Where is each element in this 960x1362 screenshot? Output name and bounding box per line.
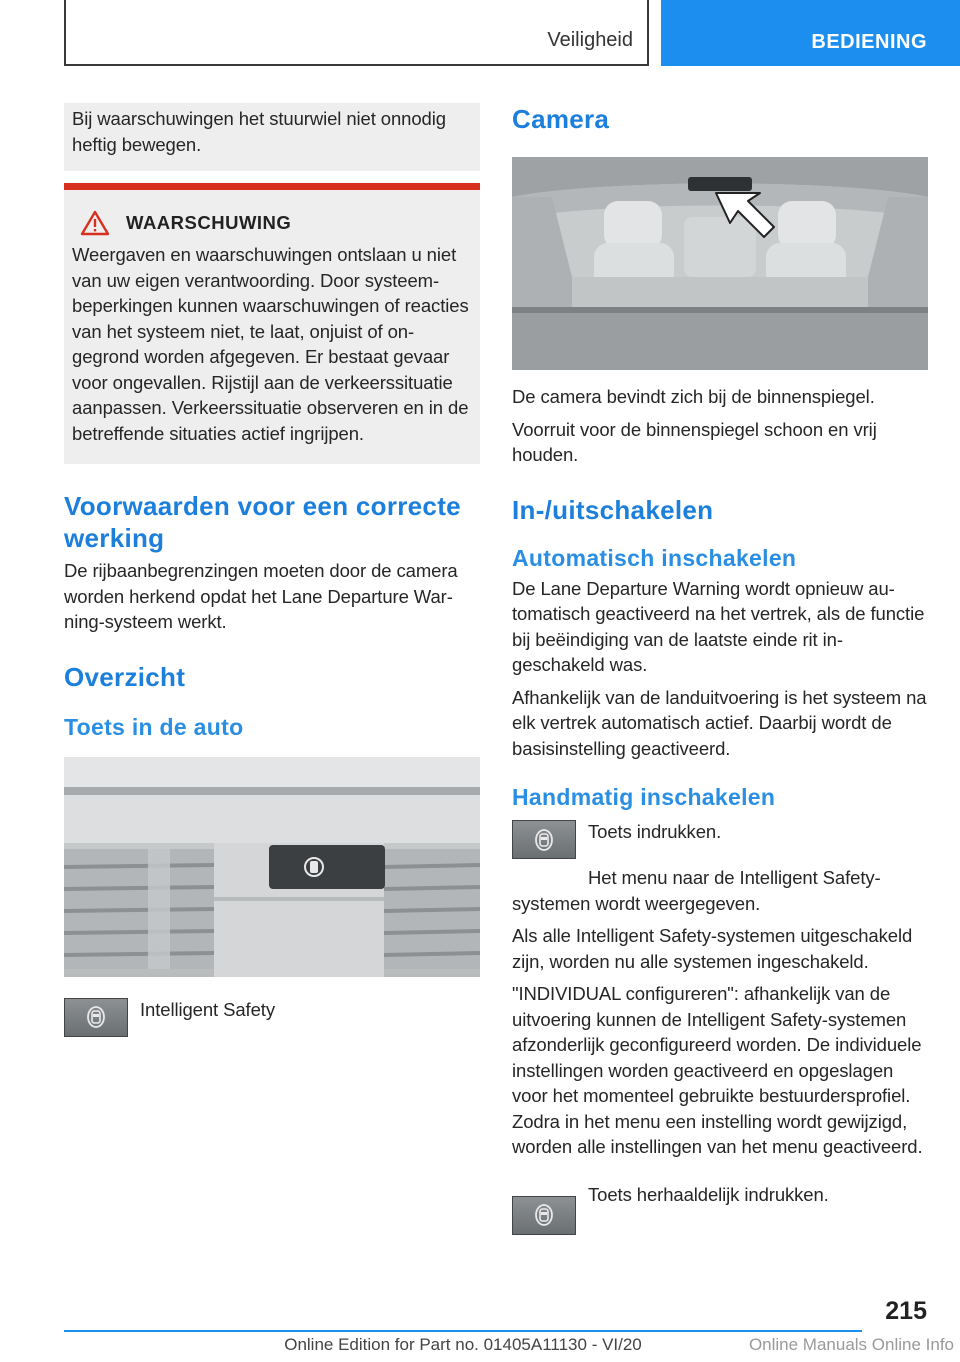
footer-rule [64, 1330, 862, 1332]
header-tab-label: BEDIENING [811, 31, 927, 53]
intelligent-safety-row [64, 997, 480, 1037]
page-number: 215 [885, 1297, 927, 1325]
conditions-heading: Voorwaarden voor een correcte werking [64, 491, 461, 553]
dashboard-illustration [64, 757, 480, 977]
camera-location-photo [512, 157, 928, 370]
warning-title: WAARSCHUWING [126, 212, 292, 233]
header-section-label: Veiligheid [547, 29, 633, 51]
safety-car-icon [533, 828, 555, 852]
header-section-box [64, 0, 649, 66]
auto-switch-text-1: De Lane Departure Warning wordt opnieuw automatisch geactiveerd na het vertrek, als de functie bij beëindiging van de laatste einde rit ingeschakeld was. [512, 577, 925, 675]
right-column [512, 103, 928, 1235]
manual-text-1: Als alle Intelligent Safety-systemen uitgeschakeld zijn, worden nu alle systemen ingeschakeld. [512, 925, 913, 972]
footer-watermark: Online Manuals Online Info [748, 1335, 954, 1354]
manual-text-2: "INDIVIDUAL configureren": afhankelijk van de uitvoering kunnen de Intelligent Safety-systemen afzonderlijk geconfigureerd worden. De individuele instellingen worden geactiveerd en opgeslagen voor het momenteel gebruikte bestuurdersprofiel. Zodra in het menu een instelling wordt gewijzigd, worden alle instellingen van het menu geactiveerd. [512, 983, 923, 1157]
safety-car-icon [533, 1203, 555, 1227]
manual-step-1-result: Het menu naar de Intelligent Safety-systemen wordt weergegeven. [512, 867, 881, 914]
safety-button-icon-2 [512, 1196, 576, 1235]
safety-car-icon [85, 1005, 107, 1029]
note-box [64, 103, 480, 171]
button-in-car-heading: Toets in de auto [64, 713, 244, 740]
manual-step-2-text: Toets herhaaldelijk indrukken. [588, 1183, 829, 1205]
manual-step-1 [512, 819, 928, 859]
warning-text: Weergaven en waarschuwingen ontslaan u niet van uw eigen verantwoording. Door systeembeperkingen kunnen waarschuwingen of reacties van het systeem niet, te laat, onjuist of ongegrond worden afgegeven. Er bestaat gevaar voor ongevallen. Rijstijl aan de verkeerssituatie aanpassen. Verkeerssituatie observeren en in de betreffende situaties actief ingrijpen. [72, 244, 469, 444]
note-text: Bij waarschuwingen het stuurwiel niet onnodig heftig bewegen. [72, 108, 446, 155]
manual-switch-heading: Handmatig inschakelen [512, 784, 776, 810]
manual-step-1-text: Toets indrukken. [588, 821, 722, 842]
intelligent-safety-button-icon [64, 998, 128, 1037]
header-tab-bediening [661, 0, 960, 66]
overview-heading: Overzicht [64, 661, 186, 692]
switch-heading: In-/uitschakelen [512, 494, 714, 525]
camera-heading: Camera [512, 104, 610, 134]
interior-illustration [512, 157, 928, 370]
warning-box [64, 183, 480, 464]
conditions-text: De rijbaanbegrenzingen moeten door de camera worden herkend opdat het Lane Departure Warning-systeem werkt. [64, 560, 458, 632]
warning-header [72, 210, 472, 236]
dashboard-button-photo [64, 757, 480, 977]
auto-switch-text-2: Afhankelijk van de landuitvoering is het systeem na elk vertrek automatisch actief. Daarbij wordt de basisinstelling geactiveerd. [512, 686, 927, 759]
camera-text-1: De camera bevindt zich bij de binnenspiegel. [512, 386, 875, 407]
safety-button-icon-1 [512, 820, 576, 859]
left-column [64, 103, 480, 1037]
footer-edition: Online Edition for Part no. 01405A11130 - VI/20 [284, 1335, 642, 1354]
manual-step-2 [512, 1182, 928, 1235]
auto-switch-heading: Automatisch inschakelen [512, 544, 797, 571]
warning-triangle-icon [80, 210, 110, 236]
camera-text-2: Voorruit voor de binnenspiegel schoon en vrij houden. [512, 418, 877, 465]
intelligent-safety-label: Intelligent Safety [140, 998, 275, 1020]
